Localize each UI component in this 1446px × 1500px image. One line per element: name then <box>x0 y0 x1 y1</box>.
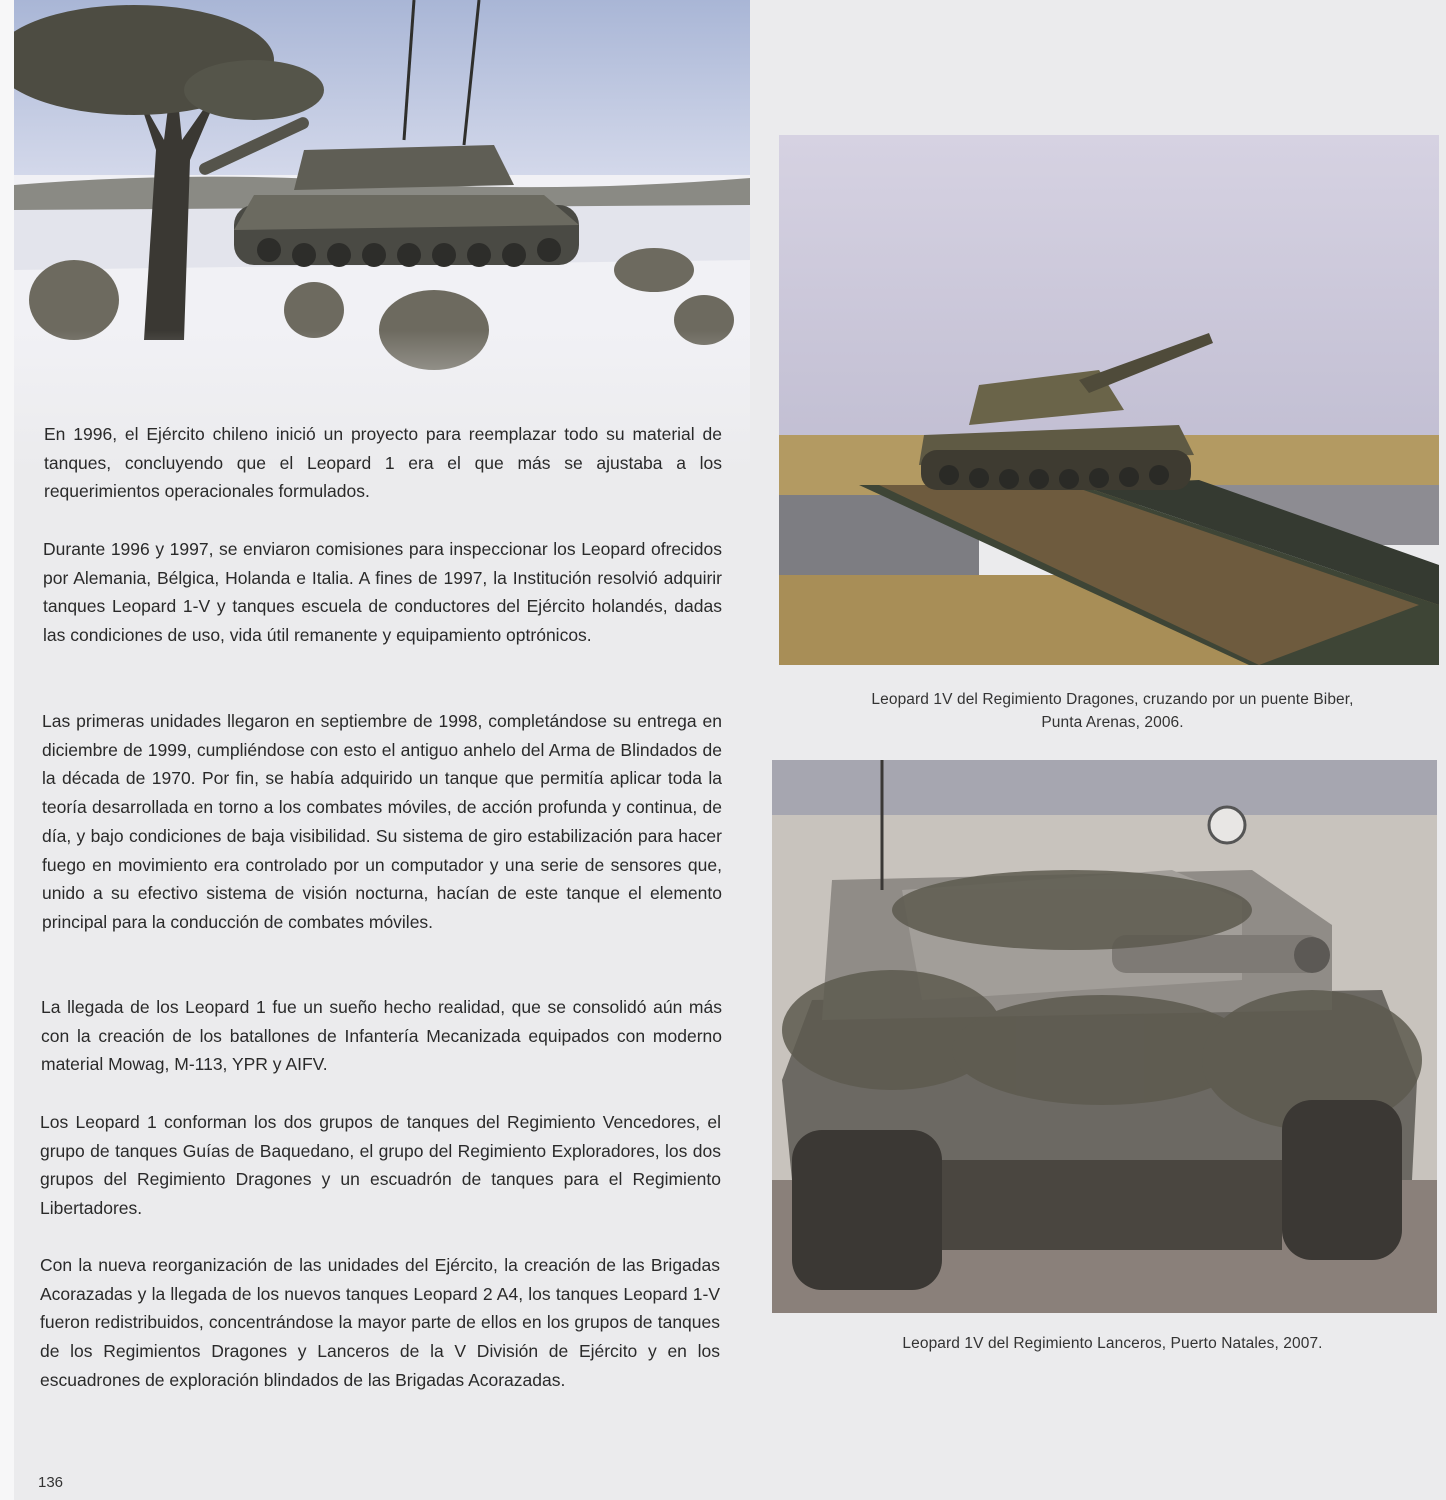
photo-tank-on-biber-bridge <box>779 135 1439 665</box>
caption-bridge-photo <box>790 688 1435 734</box>
paragraph-6: Con la nueva reorganización de las unidades del Ejército, la creación de las Brigadas Acorazadas y la llegada de los nuevos tanques Leopard 2 A4, los tanques Leopard 1-V fueron redistribuidos, concentrándose la mayor parte de ellos en los grupos de tanques de los Regimientos Dragones y Lanceros de la V División de Ejército y en los escuadrones de exploración blindados de las Brigadas Acorazadas. <box>40 1255 720 1390</box>
caption-bridge-line-1: Leopard 1V del Regimiento Dragones, cruzando por un puente Biber, <box>871 691 1354 708</box>
paragraph-4: La llegada de los Leopard 1 fue un sueño hecho realidad, que se consolidó aún más con la creación de los batallones de Infantería Mecanizada equipados con moderno material Mowag, M-113, YPR y AIFV. <box>41 997 722 1075</box>
page-number: 136 <box>38 1474 64 1491</box>
photo-camouflaged-tank <box>772 760 1437 1313</box>
page-gutter <box>0 0 14 1500</box>
paragraph-2: Durante 1996 y 1997, se enviaron comisiones para inspeccionar los Leopard ofrecidos por Alemania, Bélgica, Holanda e Italia. A fines de 1997, la Institución resolvió adquirir tanques Leopard 1-V y tanques escuela de conductores del Ejército holandés, dadas las condiciones de uso, vida útil remanente y equipamiento optrónicos. <box>43 539 722 646</box>
photo-tank-in-snow <box>14 0 750 470</box>
paragraph-3: Las primeras unidades llegaron en septiembre de 1998, completándose su entrega en diciembre de 1999, cumpliéndose con esto el antiguo anhelo del Arma de Blindados de la década de 1970. Por fin, se había adquirido un tanque que permitía aplicar toda la teoría desarrollada en torno a los combates móviles, de acción profunda y continua, de día, y bajo condiciones de baja visibilidad. Su sistema de giro estabilización para hacer fuego en movimiento era controlado por un computador y una serie de sensores que, unido a su efectivo sistema de visión nocturna, hacían de este tanque el elemento principal para la conducción de combates móviles. <box>42 711 722 932</box>
caption-bridge-line-2: Punta Arenas, 2006. <box>1041 714 1184 731</box>
caption-lanceros-photo: Leopard 1V del Regimiento Lanceros, Puerto Natales, 2007. <box>902 1335 1323 1352</box>
paragraph-5: Los Leopard 1 conforman los dos grupos de tanques del Regimiento Vencedores, el grupo de tanques Guías de Baquedano, el grupo del Regimiento Exploradores, los dos grupos del Regimiento Dragones y un escuadrón de tanques para el Regimiento Libertadores. <box>40 1112 721 1219</box>
paragraph-1: En 1996, el Ejército chileno inició un proyecto para reemplazar todo su material de tanques, concluyendo que el Leopard 1 era el que más se ajustaba a los requerimientos operacionales formulados. <box>44 424 722 502</box>
